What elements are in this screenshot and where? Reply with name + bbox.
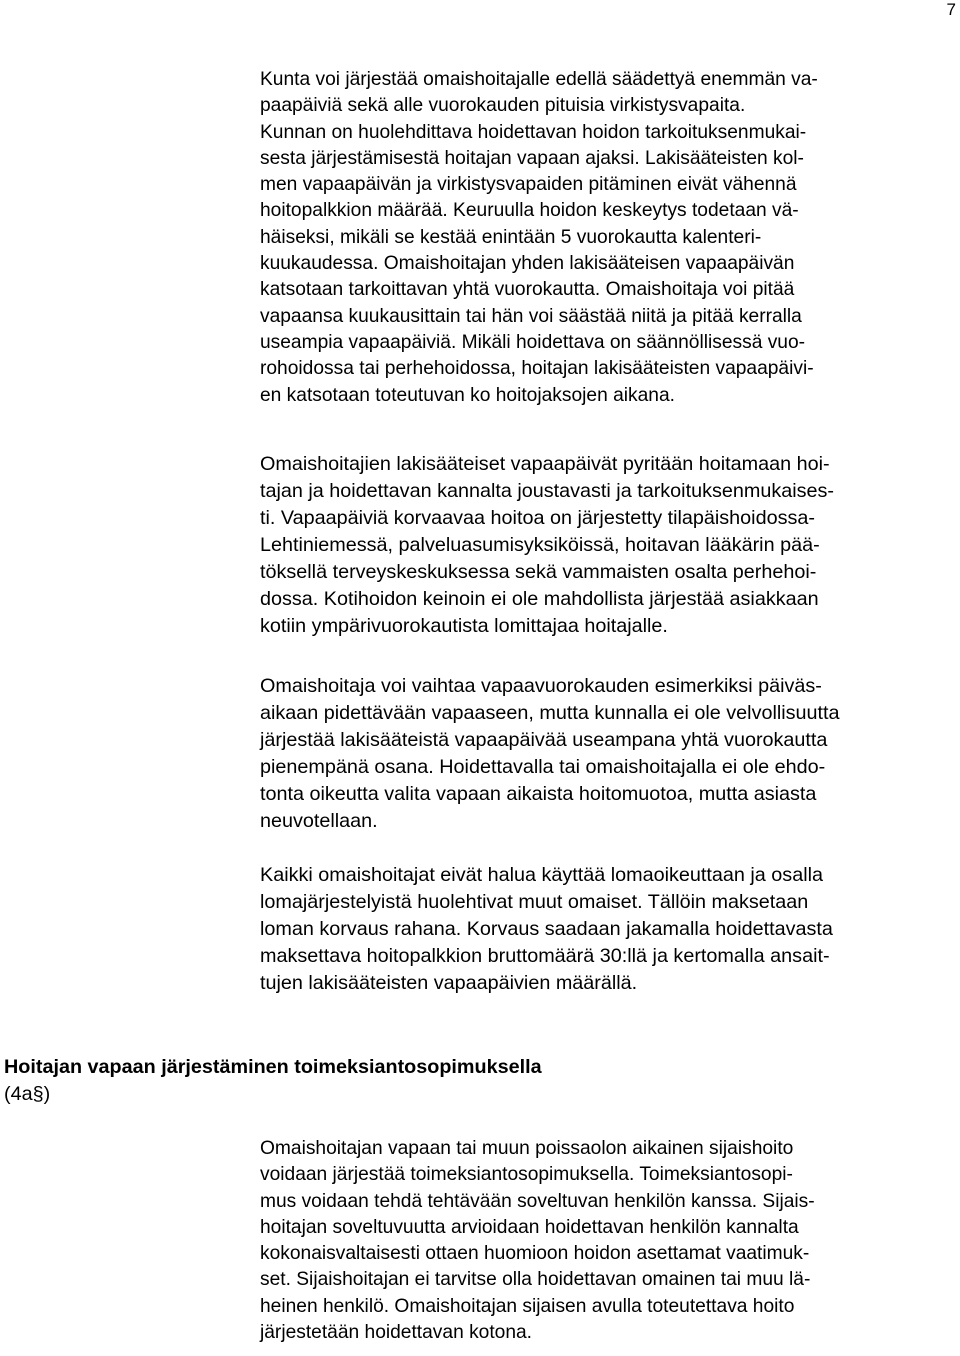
section-title: Hoitajan vapaan järjestäminen toimeksiantosopimuksella — [4, 1056, 542, 1078]
text-line: hoitopalkkion määrää. Keuruulla hoidon keskeytys todetaan vä- — [260, 200, 799, 222]
paragraph-4 — [260, 862, 833, 997]
section-subtitle: (4a§) — [4, 1083, 51, 1105]
text-line: useampia vapaapäiviä. Mikäli hoidettava on säännöllisessä vuo- — [260, 331, 806, 353]
text-line: paapäiviä sekä alle vuorokauden pituisia virkistysvapaita. — [260, 95, 746, 117]
text-line: Kaikki omaishoitajat eivät halua käyttää lomaoikeuttaan ja osalla — [260, 864, 823, 886]
text-line: kokonaisvaltaisesti ottaen huomioon hoidon asettamat vaatimuk- — [260, 1243, 810, 1265]
text-line: katsotaan tarkoittavan yhtä vuorokautta. Omaishoitaja voi pitää — [260, 279, 795, 301]
text-line: häiseksi, mikäli se kestää enintään 5 vuorokautta kalenteri- — [260, 226, 762, 248]
text-line: rohoidossa tai perhehoidossa, hoitajan lakisääteisten vapaapäivi- — [260, 358, 814, 380]
paragraph-1 — [260, 67, 818, 409]
text-line: aikaan pidettävään vapaaseen, mutta kunnalla ei ole velvollisuutta — [260, 702, 840, 724]
text-line: tajan ja hoidettavan kannalta joustavasti ja tarkoituksenmukaises- — [260, 480, 834, 502]
text-line: heinen henkilö. Omaishoitajan sijaisen avulla toteutettava hoito — [260, 1295, 795, 1317]
text-line: men vapaapäivän ja virkistysvapaiden pitäminen eivät vähennä — [260, 174, 797, 196]
text-line: kuukaudessa. Omaishoitajan yhden lakisääteisen vapaapäivän — [260, 253, 795, 275]
text-line: neuvotellaan. — [260, 810, 378, 832]
text-line: Kunnan on huolehdittava hoidettavan hoidon tarkoituksenmukai- — [260, 121, 807, 143]
text-line: Omaishoitajien lakisääteiset vapaapäivät pyritään hoitamaan hoi- — [260, 453, 830, 475]
text-line: tonta oikeutta valita vapaan aikaista hoitomuotoa, mutta asiasta — [260, 783, 817, 805]
text-line: hoitajan soveltuvuutta arvioidaan hoidettavan henkilön kannalta — [260, 1216, 799, 1238]
text-line: pienempänä osana. Hoidettavalla tai omaishoitajalla ei ole ehdo- — [260, 756, 826, 778]
paragraph-2 — [260, 451, 834, 640]
text-line: vapaansa kuukausittain tai hän voi säästää niitä ja pitää kerralla — [260, 305, 802, 327]
text-line: Omaishoitajan vapaan tai muun poissaolon aikainen sijaishoito — [260, 1138, 794, 1159]
section-heading — [4, 1054, 542, 1108]
text-line: järjestetään hoidettavan kotona. — [260, 1322, 533, 1344]
text-line: Kunta voi järjestää omaishoitajalle edellä säädettyä enemmän va- — [260, 69, 818, 90]
text-line: tujen lakisääteisten vapaapäivien määrällä. — [260, 972, 638, 994]
page-number: 7 — [946, 0, 956, 19]
text-line: lomajärjestelyistä huolehtivat muut omaiset. Tällöin maksetaan — [260, 891, 809, 913]
text-line: voidaan järjestää toimeksiantosopimuksella. Toimeksiantosopi- — [260, 1164, 793, 1186]
text-line: mus voidaan tehdä tehtävään soveltuvan henkilön kanssa. Sijais- — [260, 1190, 815, 1212]
text-line: ti. Vapaapäiviä korvaavaa hoitoa on järjestetty tilapäishoidossa- — [260, 507, 815, 529]
text-line: Omaishoitaja voi vaihtaa vapaavuorokauden esimerkiksi päiväs- — [260, 675, 822, 697]
text-line: loman korvaus rahana. Korvaus saadaan jakamalla hoidettavasta — [260, 918, 833, 940]
text-line: kotiin ympärivuorokautista lomittajaa hoitajalle. — [260, 615, 668, 637]
text-line: maksettava hoitopalkkion bruttomäärä 30:llä ja kertomalla ansait- — [260, 945, 830, 967]
paragraph-3 — [260, 673, 840, 835]
text-line: järjestää lakisääteistä vapaapäivää useampana yhtä vuorokautta — [260, 729, 828, 751]
text-line: sesta järjestämisestä hoitajan vapaan ajaksi. Lakisääteisten kol- — [260, 147, 804, 169]
text-line: töksellä terveyskeskuksessa sekä vammaisten osalta perhehoi- — [260, 561, 817, 583]
text-line: Lehtiniemessä, palveluasumisyksiköissä, hoitavan lääkärin pää- — [260, 534, 820, 556]
paragraph-5 — [260, 1136, 815, 1346]
text-line: set. Sijaishoitajan ei tarvitse olla hoidettavan omainen tai muu lä- — [260, 1269, 811, 1291]
text-line: en katsotaan toteutuvan ko hoitojaksojen aikana. — [260, 384, 675, 406]
text-line: dossa. Kotihoidon keinoin ei ole mahdollista järjestää asiakkaan — [260, 588, 819, 610]
